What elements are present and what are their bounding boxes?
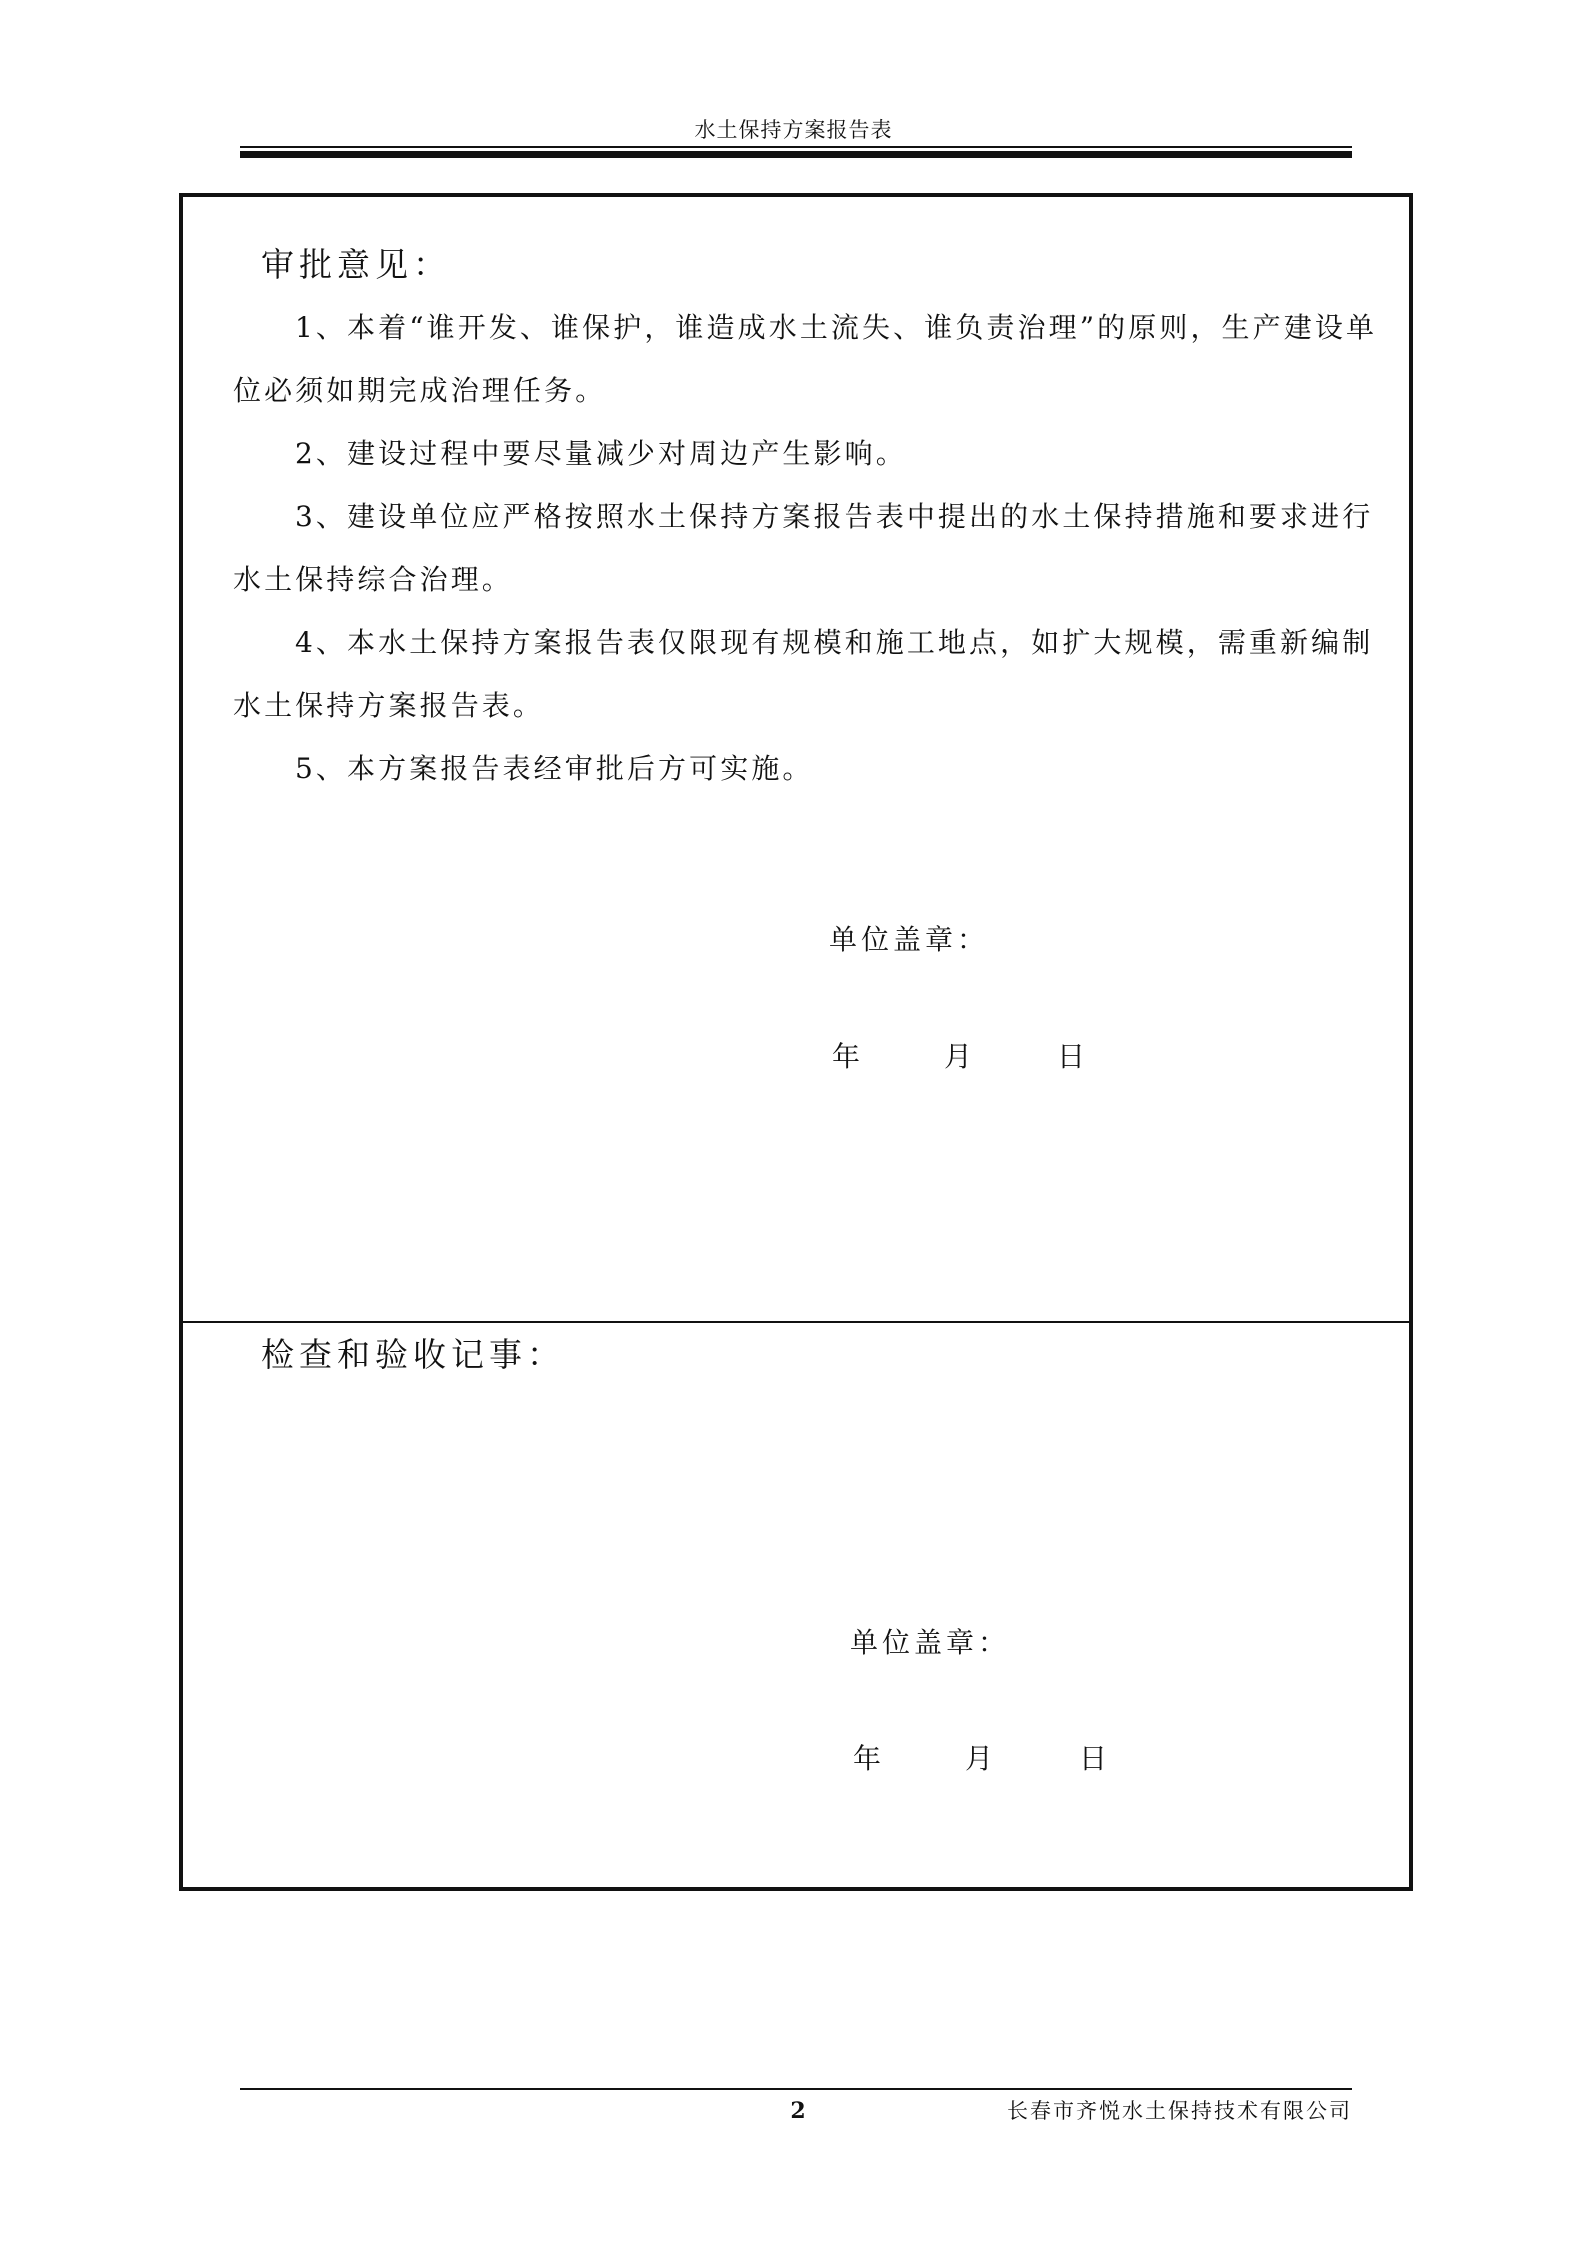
inspection-date-year: 年 [853, 1742, 882, 1775]
footer-company-name: 长春市齐悦水土保持技术有限公司 [1007, 2099, 1352, 2123]
inspection-date-month: 月 [965, 1742, 994, 1775]
approval-item-5: 5、本方案报告表经审批后方可实施。 [295, 752, 814, 785]
approval-item-4-continued: 水土保持方案报告表。 [233, 689, 545, 722]
footer-rule [240, 2088, 1352, 2090]
page-number: 2 [790, 2098, 806, 2124]
page-header-title: 水土保持方案报告表 [694, 118, 893, 142]
approval-item-3: 3、建设单位应严格按照水土保持方案报告表中提出的水土保持措施和要求进行 [295, 500, 1374, 533]
approval-date-day: 日 [1057, 1040, 1086, 1073]
approval-item-4: 4、本水土保持方案报告表仅限现有规模和施工地点，如扩大规模，需重新编制 [295, 626, 1374, 659]
inspection-seal-label: 单位盖章： [850, 1626, 1011, 1659]
approval-item-3-continued: 水土保持综合治理。 [233, 563, 513, 596]
approval-seal-label: 单位盖章： [829, 923, 990, 956]
section-divider [183, 1321, 1409, 1323]
header-rule-thin [240, 146, 1352, 148]
approval-date-year: 年 [832, 1040, 861, 1073]
approval-item-1: 1、本着“谁开发、谁保护，谁造成水土流失、谁负责治理”的原则，生产建设单 [295, 311, 1378, 344]
approval-form-table [179, 193, 1413, 1891]
approval-heading: 审批意见： [261, 245, 451, 284]
approval-item-1-continued: 位必须如期完成治理任务。 [233, 374, 607, 407]
inspection-date-day: 日 [1079, 1742, 1108, 1775]
header-rule-thick [240, 151, 1352, 158]
approval-date-month: 月 [944, 1040, 973, 1073]
approval-item-2: 2、建设过程中要尽量减少对周边产生影响。 [295, 437, 907, 470]
inspection-heading: 检查和验收记事： [261, 1335, 565, 1374]
